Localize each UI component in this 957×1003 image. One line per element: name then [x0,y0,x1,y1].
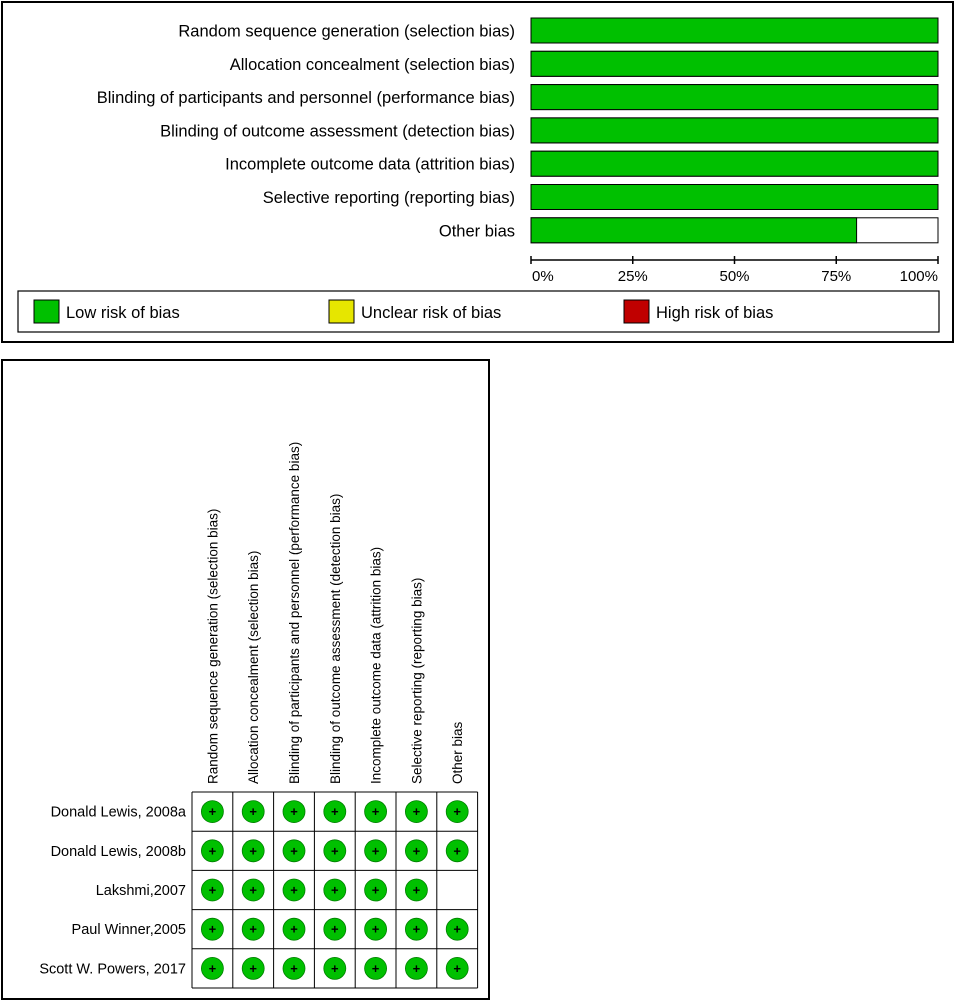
judgement-symbol: + [249,960,257,976]
legend-label: Unclear risk of bias [361,304,502,322]
judgement-symbol: + [371,843,380,859]
judgement-symbol: + [249,921,257,937]
column-header: Blinding of participants and personnel (performance bias) [287,441,302,784]
judgement-symbol: + [208,921,217,937]
study-label: Donald Lewis, 2008b [50,843,186,860]
judgement-symbol: + [249,843,257,859]
judgement-symbol: + [249,882,257,898]
bar-segment [531,118,938,143]
x-axis-tick-label: 75% [821,268,852,285]
category-label: Other bias [438,222,515,241]
category-label: Random sequence generation (selection bias) [178,22,515,41]
legend-swatch [329,300,354,323]
judgement-symbol: + [371,882,380,898]
judgement-symbol: + [453,843,461,859]
judgement-symbol: + [371,804,380,820]
judgement-symbol: + [208,882,217,898]
column-header: Incomplete outcome data (attrition bias) [368,546,384,784]
x-axis-tick-label: 100% [899,268,938,285]
risk-of-bias-summary [3,361,488,998]
judgement-symbol: + [412,882,421,898]
judgement-symbol: + [412,843,421,859]
judgement-symbol: + [371,960,380,976]
judgement-symbol: + [208,804,217,820]
judgement-symbol: + [208,843,217,859]
bar-segment [531,18,938,43]
judgement-symbol: + [249,804,257,820]
judgement-symbol: + [453,804,461,820]
study-label: Paul Winner,2005 [71,922,186,939]
judgement-symbol: + [412,921,421,937]
bar-segment [531,151,938,176]
bar-segment [531,85,938,110]
risk-of-bias-graph [3,3,952,341]
study-label: Lakshmi,2007 [95,883,186,899]
bar-segment [531,218,857,243]
bar-segment [531,185,938,210]
study-label: Donald Lewis, 2008a [50,804,186,821]
judgement-symbol: + [412,804,421,820]
legend-label: Low risk of bias [66,304,180,322]
column-header: Blinding of outcome assessment (detection bias) [327,493,343,784]
judgement-symbol: + [290,921,298,937]
judgement-symbol: + [290,843,298,859]
judgement-symbol: + [453,960,461,976]
judgement-symbol: + [331,960,339,976]
x-axis-tick-label: 25% [617,268,648,285]
category-label: Blinding of outcome assessment (detection bias) [160,122,515,141]
category-label: Incomplete outcome data (attrition bias) [225,155,515,174]
judgement-symbol: + [331,804,339,820]
x-axis-tick-label: 50% [719,268,750,285]
judgement-symbol: + [453,921,461,937]
judgement-symbol: + [331,921,339,937]
judgement-symbol: + [331,843,339,859]
column-header: Other bias [450,721,466,784]
judgement-symbol: + [290,882,298,898]
study-label: Scott W. Powers, 2017 [39,961,186,978]
risk-of-bias-summary-panel [1,359,490,1000]
column-header: Allocation concealment (selection bias) [246,550,262,784]
category-label: Selective reporting (reporting bias) [262,189,515,207]
x-axis-tick-label: 0% [532,268,554,285]
judgement-symbol: + [208,960,217,976]
judgement-symbol: + [290,804,298,820]
legend-swatch [624,300,649,323]
judgement-symbol: + [290,960,298,976]
bar-segment [531,51,938,76]
column-header: Random sequence generation (selection bias) [205,508,221,784]
judgement-symbol: + [331,882,339,898]
column-header: Selective reporting (reporting bias) [409,577,425,784]
judgement-symbol: + [371,921,380,937]
category-label: Allocation concealment (selection bias) [229,55,515,74]
judgement-symbol: + [412,960,421,976]
risk-of-bias-graph-panel [1,1,954,343]
legend-swatch [34,300,59,323]
category-label: Blinding of participants and personnel (performance bias) [96,89,515,108]
legend-label: High risk of bias [656,304,774,322]
